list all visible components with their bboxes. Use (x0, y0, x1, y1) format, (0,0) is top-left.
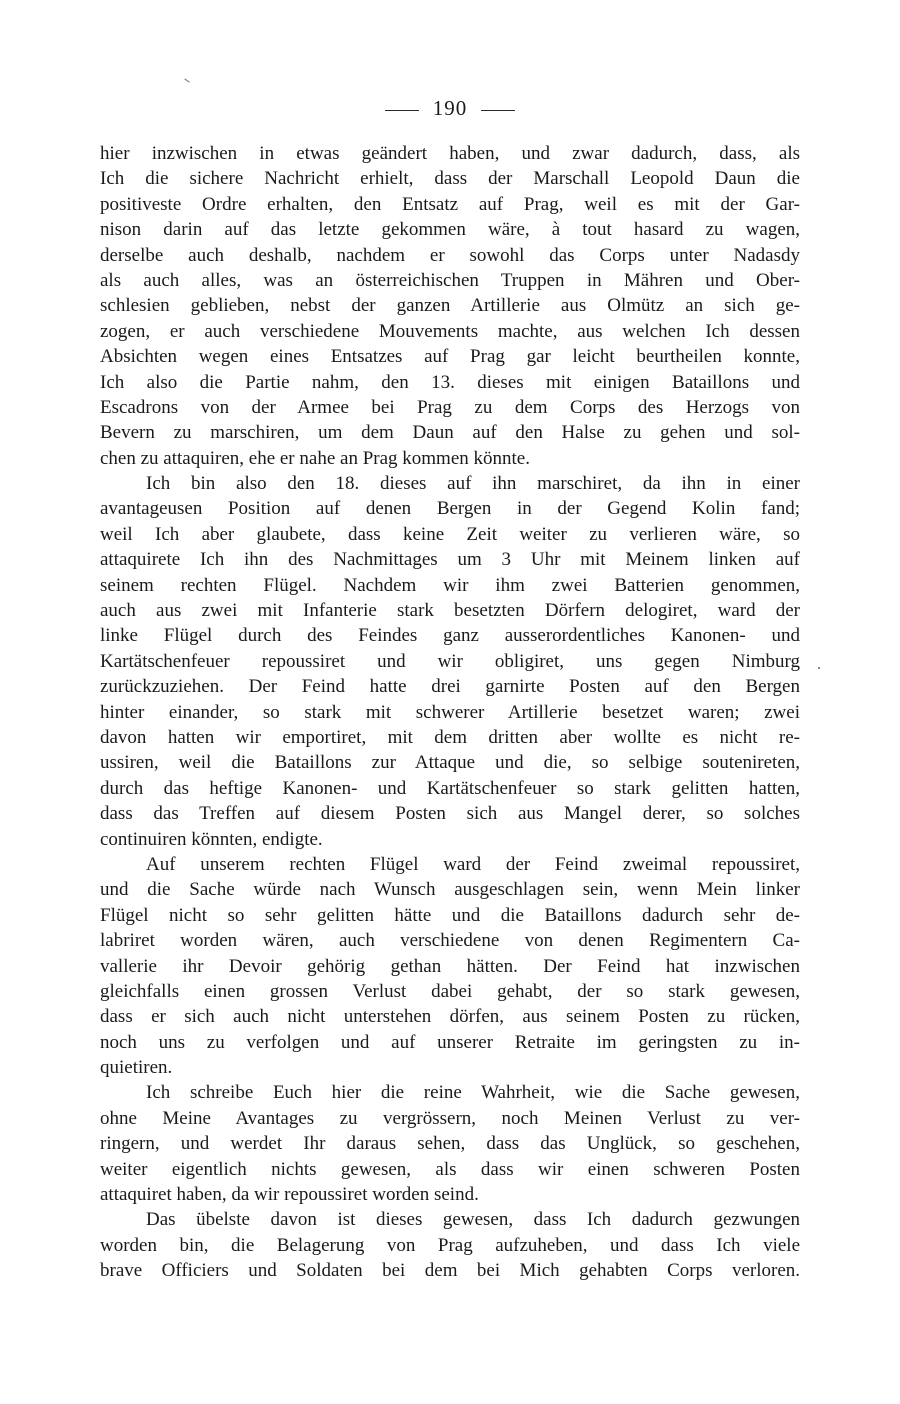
paragraph-end-line: attaquiret haben, da wir repoussiret worden seind. (100, 1184, 479, 1206)
text-line: nison darin auf das letzte gekommen wäre, à tout hasard zu wagen, (100, 219, 800, 241)
text-line: Ich also die Partie nahm, den 13. dieses mit einigen Bataillons und (100, 371, 800, 393)
text-line: vallerie ihr Devoir gehörig gethan hätten. Der Feind hat inzwischen (100, 955, 800, 977)
text-line: Ich die sichere Nachricht erhielt, dass der Marschall Leopold Daun die (100, 168, 800, 190)
text-line: weiter eigentlich nichts gewesen, als dass wir einen schweren Posten (100, 1158, 800, 1180)
text-line: zurückzuziehen. Der Feind hatte drei garnirte Posten auf den Bergen (100, 676, 800, 698)
text-line: positiveste Ordre erhalten, den Entsatz auf Prag, weil es mit der Gar- (100, 193, 800, 215)
header-dash-right (481, 110, 515, 111)
paragraph-end-line: continuiren könnten, endigte. (100, 828, 323, 850)
text-line: worden bin, die Belagerung von Prag aufzuheben, und dass Ich viele (100, 1234, 800, 1256)
paragraph-start-line: Ich schreibe Euch hier die reine Wahrheit, wie die Sache gewesen, (146, 1082, 800, 1104)
text-line: ohne Meine Avantages zu vergrössern, noch Meinen Verlust zu ver- (100, 1107, 800, 1129)
text-line: Bevern zu marschiren, um dem Daun auf den Halse zu gehen und sol- (100, 422, 800, 444)
text-line: durch das heftige Kanonen- und Kartätschenfeuer so stark gelitten hatten, (100, 777, 800, 799)
text-line: hinter einander, so stark mit schwerer Artillerie besetzet waren; zwei (100, 701, 800, 723)
text-line: seinem rechten Flügel. Nachdem wir ihm zwei Batterien genommen, (100, 574, 800, 596)
body-text (100, 141, 800, 1284)
text-line: gleichfalls einen grossen Verlust dabei gehabt, der so stark gewesen, (100, 980, 800, 1002)
text-line: Kartätschenfeuer repoussiret und wir obligiret, uns gegen Nimburg (100, 650, 800, 672)
paragraph-end-line: chen zu attaquiren, ehe er nahe an Prag kommen könnte. (100, 447, 530, 469)
text-line: ringern, und werdet Ihr daraus sehen, dass das Unglück, so geschehen, (100, 1133, 800, 1155)
text-line: Escadrons von der Armee bei Prag zu dem Corps des Herzogs von (100, 396, 800, 418)
text-line: und die Sache würde nach Wunsch ausgeschlagen sein, wenn Mein linker (100, 879, 800, 901)
text-line: weil Ich aber glaubete, dass keine Zeit weiter zu verlieren wäre, so (100, 523, 800, 545)
paragraph-end-line: quietiren. (100, 1057, 173, 1079)
text-line: zogen, er auch verschiedene Mouvements machte, aus welchen Ich dessen (100, 320, 800, 342)
scan-speck (184, 78, 189, 82)
text-line: dass das Treffen auf diesem Posten sich aus Mangel derer, so solches (100, 803, 800, 825)
text-line: ussiren, weil die Bataillons zur Attaque und die, so selbige soutenireten, (100, 752, 800, 774)
text-line: hier inzwischen in etwas geändert haben, und zwar dadurch, dass, als (100, 143, 800, 164)
text-line: brave Officiers und Soldaten bei dem bei Mich gehabten Corps verloren. (100, 1260, 800, 1282)
text-line: schlesien geblieben, nebst der ganzen Artillerie aus Olmütz an sich ge- (100, 295, 800, 317)
text-line: linke Flügel durch des Feindes ganz ausserordentliches Kanonen- und (100, 625, 800, 647)
text-line: avantageusen Position auf denen Bergen in der Gegend Kolin fand; (100, 498, 800, 520)
text-line: auch aus zwei mit Infanterie stark besetzten Dörfern delogiret, ward der (100, 600, 800, 622)
text-line: davon hatten wir emportiret, mit dem dritten aber wollte es nicht re- (100, 726, 800, 748)
scan-speck (818, 667, 820, 669)
paragraph-start-line: Das übelste davon ist dieses gewesen, dass Ich dadurch gezwungen (146, 1209, 800, 1231)
text-line: Absichten wegen eines Entsatzes auf Prag gar leicht beurtheilen konnte, (100, 346, 800, 368)
paragraph-start-line: Ich bin also den 18. dieses auf ihn marschiret, da ihn in einer (146, 473, 800, 495)
header-dash-left (385, 110, 419, 111)
text-line: labriret worden wären, auch verschiedene von denen Regimentern Ca- (100, 930, 800, 952)
text-line: als auch alles, was an österreichischen Truppen in Mähren und Ober- (100, 269, 800, 291)
text-line: attaquirete Ich ihn des Nachmittages um 3 Uhr mit Meinem linken auf (100, 549, 800, 571)
page-header (0, 94, 900, 122)
text-line: dass er sich auch nicht unterstehen dörfen, aus seinem Posten zu rücken, (100, 1006, 800, 1028)
text-line: noch uns zu verfolgen und auf unserer Retraite im geringsten zu in- (100, 1031, 800, 1053)
text-line: derselbe auch deshalb, nachdem er sowohl das Corps unter Nadasdy (100, 244, 800, 266)
text-line: Flügel nicht so sehr gelitten hätte und die Bataillons dadurch sehr de- (100, 904, 800, 926)
paragraph-start-line: Auf unserem rechten Flügel ward der Feind zweimal repoussiret, (146, 853, 800, 875)
page-number: 190 (432, 96, 468, 120)
